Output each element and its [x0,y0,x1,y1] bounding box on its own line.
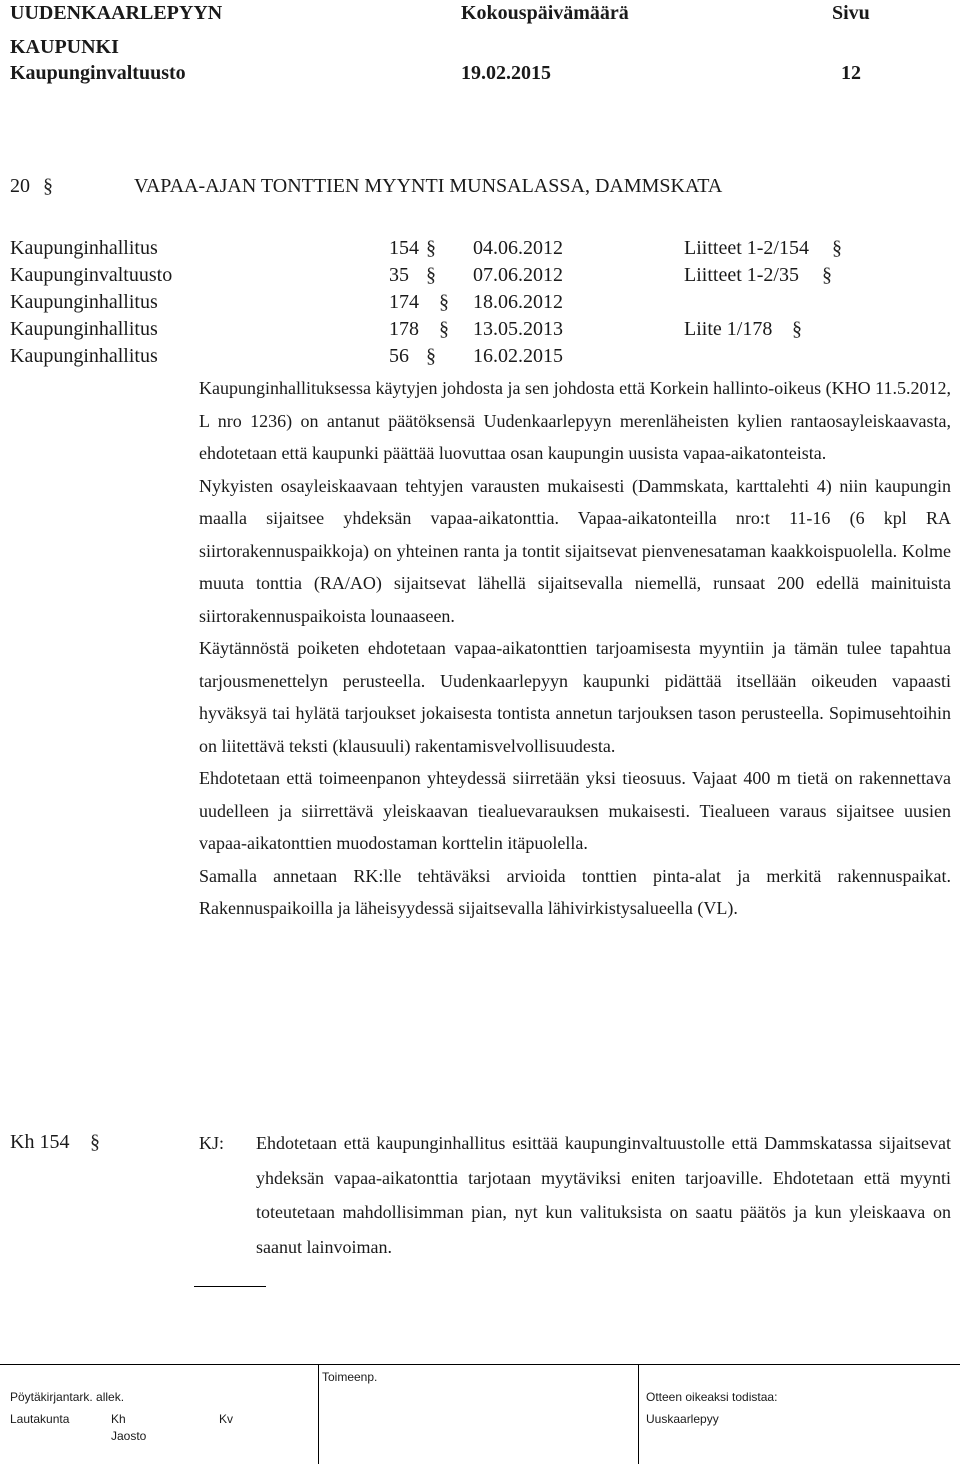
header-date-label: Kokouspäivämäärä [461,2,629,24]
footer-jaosto: Jaosto [111,1429,147,1443]
header-page-label: Sivu [832,2,870,24]
history-date: 18.06.2012 [473,291,563,313]
footer-city: Uuskaarlepyy [646,1412,719,1426]
history-date: 04.06.2012 [473,237,563,259]
footer-top-rule [0,1364,960,1365]
history-body: Kaupunginhallitus [10,291,158,313]
history-attachment-sign: § [832,237,842,259]
header-org-2: KAUPUNKI [10,36,119,58]
footer-otteen: Otteen oikeaksi todistaa: [646,1390,778,1404]
history-date: 16.02.2015 [473,345,563,367]
decision-label: KJ: [199,1133,225,1153]
history-attachment-sign: § [792,318,802,340]
decision-text: Ehdotetaan että kaupunginhallitus esittää kaupunginvaltuustolle että Dammskatassa sijaitsevat yhdeksän vapaa-aikatonttia tarjotaan myytäviksi eniten tarjoaville. Ehdotetaan että myynti toteutetaan mahdollisimman pian, nyt kun valituksista on saatu päätös ja kun yleiskaava on saanut lainvoiman. [256,1133,951,1257]
header-page-number: 12 [841,62,861,84]
history-sign: § [439,291,449,313]
history-sign: § [426,237,436,259]
decision-underline [194,1286,266,1287]
section-number: 20 [10,175,30,197]
decision-sign: § [90,1131,100,1153]
history-number: 178 [389,318,419,340]
footer-toimeenp: Toimeenp. [322,1370,378,1384]
footer-kv: Kv [219,1412,234,1426]
history-sign: § [439,318,449,340]
history-attachment: Liitteet 1-2/154 [684,237,809,259]
history-attachment-sign: § [822,264,832,286]
history-body: Kaupunginhallitus [10,318,158,340]
history-number: 56 [389,345,409,367]
footer-divider-right [638,1364,639,1464]
history-attachment: Liite 1/178 [684,318,773,340]
history-date: 13.05.2013 [473,318,563,340]
history-sign: § [426,345,436,367]
history-body: Kaupunginhallitus [10,237,158,259]
footer-lautakunta: Lautakunta [10,1412,70,1426]
section-title: VAPAA-AJAN TONTTIEN MYYNTI MUNSALASSA, DAMMSKATA [134,175,723,197]
paragraph: Nykyisten osayleiskaavaan tehtyjen varausten mukaisesti (Dammskata, karttalehti 4) niin kaupungin maalla sijaitsee yhdeksän vapaa-aikatonttia. Vapaa-aikatonteilla nro:t 11-16 (6 kpl RA siirtorakennuspaikkoja) on yhteinen ranta ja tontit sijaitsevat pienvenesataman kaakkoispuolella. Kolme muuta tonttia (RA/AO) sijaitsevat lähellä sijaitsevalla niemellä, runsaat 200 edellä mainituista siirtorakennuspaikoista lounaaseen. [199,475,951,626]
header-date: 19.02.2015 [461,62,551,84]
footer-kh: Kh [111,1412,126,1426]
history-number: 174 [389,291,419,313]
footer-divider-left [318,1364,319,1464]
paragraph: Kaupunginhallituksessa käytyjen johdosta ja sen johdosta että Korkein hallinto-oikeus (KHO 11.5.2012, L nro 1236) on antanut päätöksensä Uudenkaarlepyyn merenläheisten kylien rantaosayleiskaavasta, ehdotetaan että kaupunki päättää luovuttaa osan kaupungin uusista vapaa-aikatonteista. [199,378,951,463]
history-number: 35 [389,264,409,286]
footer-poytakirja: Pöytäkirjantark. allek. [10,1390,125,1404]
paragraph: Ehdotetaan että toimeenpanon yhteydessä siirretään yksi tieosuus. Vajaat 400 m tietä on rakennettava uudelleen ja siirrettävä yleiskaavan tiealuevarauksen mukaisesti. Tiealueen varaus sijaitsee uusien vapaa-aikatonttien muodostaman korttelin itäpuolella. [199,768,951,853]
decision-ref: Kh 154 [10,1131,70,1153]
preparation-text [199,372,951,925]
section-sign: § [43,175,53,197]
history-sign: § [426,264,436,286]
paragraph: Samalla annetaan RK:lle tehtäväksi arvioida tonttien pinta-alat ja merkitä rakennuspaikat. Rakennuspaikoilla ja läheisyydessä sijaitsevalla lähivirkistysalueella (VL). [199,865,951,918]
history-body: Kaupunginvaltuusto [10,264,173,286]
history-number: 154 [389,237,419,259]
history-body: Kaupunginhallitus [10,345,158,367]
paragraph: Käytännöstä poiketen ehdotetaan vapaa-aikatonttien tarjoamisesta myyntiin ja tämän tulee tapahtua tarjousmenettelyn perusteella. Uudenkaarlepyyn kaupunki pidättää itsellään oikeuden vapaasti hyväksyä tai hylätä tarjoukset jokaisesta tontista annetun tarjouksen tason perusteella. Sopimusehtoihin on liitettävä teksti (klausuuli) rakentamisvelvollisuudesta. [199,638,951,756]
history-attachment: Liitteet 1-2/35 [684,264,799,286]
decision-proposal [256,1126,951,1264]
header-body: Kaupunginvaltuusto [10,62,186,84]
header-org: UUDENKAARLEPYYN [10,2,223,24]
history-date: 07.06.2012 [473,264,563,286]
